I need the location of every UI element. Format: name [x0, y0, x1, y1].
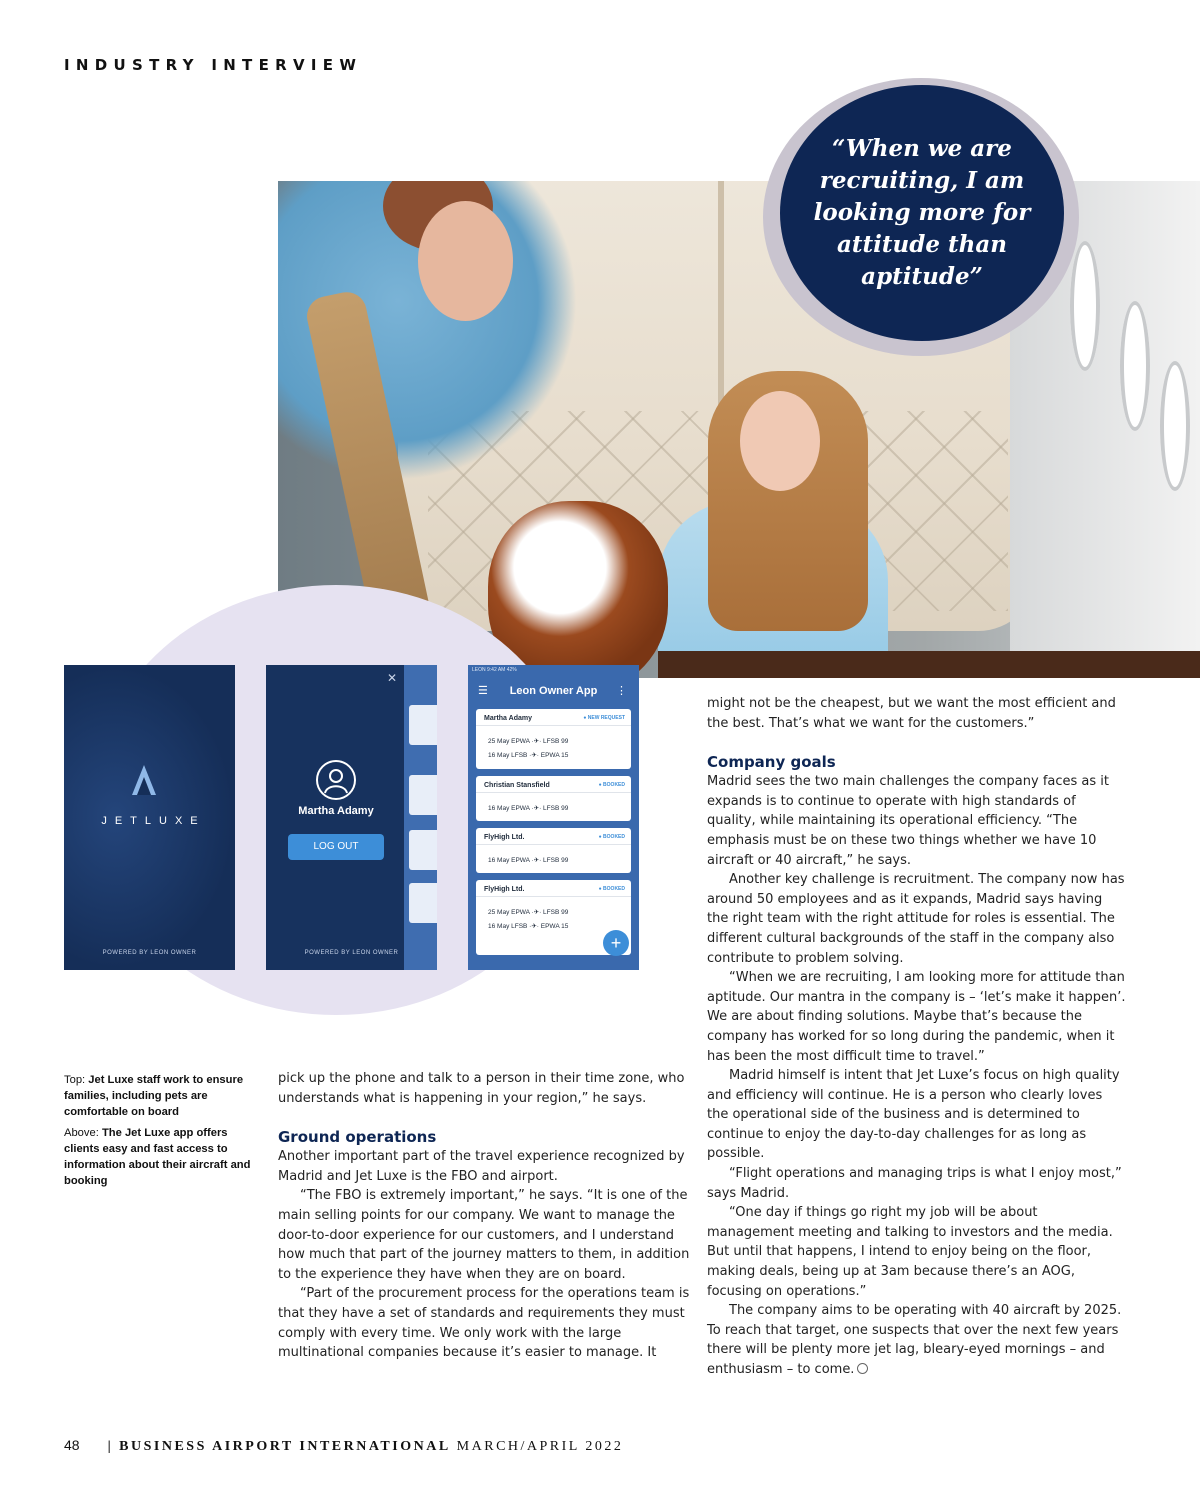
end-mark-icon [857, 1363, 868, 1374]
booking-route: 16 May EPWA ·✈· LFSB 99 [488, 805, 569, 812]
subheading: Company goals [707, 753, 836, 772]
logo-cutout [137, 777, 151, 795]
user-name: Martha Adamy [298, 805, 374, 817]
paragraph: “When we are recruiting, I am looking more for attitude than aptitude. Our mantra in the company is – ‘let’s make it happen’. We are about finding solutions. Maybe that’s because the company has worked for so long during the pandemic, when it has been the most difficult time to travel.” [707, 970, 1126, 1064]
article-column-1 [278, 1069, 690, 1363]
booking-route: 16 May LFSB ·✈· EPWA 15 [488, 752, 569, 759]
caption-text: The Jet Luxe app offers clients easy and fast access to information about their aircraft and booking [64, 1127, 251, 1187]
status-bar: LEON 9:42 AM 42% [472, 667, 517, 673]
girl-face [740, 391, 820, 491]
list-item [409, 705, 437, 745]
paragraph [707, 1301, 1127, 1379]
subheading: Ground operations [278, 1128, 437, 1147]
list-item [409, 883, 437, 923]
list-item [409, 830, 437, 870]
paragraph: “Part of the procurement process for the operations team is that they have a set of standards and requirements they must comply with every time. We only work with the large multinational companies because it’s easier to manage. It [278, 1286, 690, 1361]
photo-caption-top [64, 1072, 254, 1120]
article-column-2 [707, 694, 1127, 1380]
booking-client: FlyHigh Ltd. [484, 834, 525, 841]
cabin-table [658, 651, 1200, 678]
powered-by: POWERED BY LEON OWNER [102, 950, 197, 956]
background-list [404, 665, 437, 970]
avatar [316, 760, 356, 800]
booking-client: FlyHigh Ltd. [484, 886, 525, 893]
list-item [409, 775, 437, 815]
app-menu-screen [266, 665, 437, 970]
divider [476, 792, 631, 793]
booking-client: Christian Stansfield [484, 782, 550, 789]
cabin-window [1070, 241, 1100, 371]
publication-name: | BUSINESS AIRPORT INTERNATIONAL [107, 1439, 451, 1454]
booking-card[interactable] [476, 776, 631, 821]
paragraph: Madrid sees the two main challenges the company faces as it expands is to continue to operate with high standards of quality, while maintaining its operational efficiency. “The emphasis must be on these two things whether we have 10 aircraft or 40 aircraft,” he says. [707, 774, 1110, 868]
booking-route: 16 May EPWA ·✈· LFSB 99 [488, 857, 569, 864]
page-number: 48 [64, 1437, 80, 1453]
photo-caption-above [64, 1125, 254, 1189]
booking-card[interactable] [476, 828, 631, 873]
pull-quote-text: “When we are recruiting, I am looking more for attitude than aptitude” [813, 135, 1031, 290]
menu-icon[interactable]: ☰ [478, 685, 488, 697]
divider [476, 725, 631, 726]
paragraph: Another important part of the travel experience recognized by Madrid and Jet Luxe is the FBO and airport. [278, 1149, 685, 1184]
powered-by: POWERED BY LEON OWNER [304, 950, 399, 956]
pull-quote [780, 85, 1064, 341]
caption-text: Jet Luxe staff work to ensure families, including pets are comfortable on board [64, 1074, 244, 1118]
divider [476, 896, 631, 897]
attendant-face [418, 201, 513, 321]
paragraph: pick up the phone and talk to a person in their time zone, who understands what is happening in your region,” he says. [278, 1071, 685, 1106]
add-booking-button[interactable]: + [603, 930, 629, 956]
booking-route: 16 May LFSB ·✈· EPWA 15 [488, 923, 569, 930]
paragraph: “Flight operations and managing trips is what I enjoy most,” says Madrid. [707, 1166, 1122, 1201]
paragraph: “One day if things go right my job will be about management meeting and talking to investors and the media. But until that happens, I intend to enjoy being on the floor, making deals, being up at 3am because there’s an AOG, focusing on operations.” [707, 1205, 1113, 1299]
status-badge: ● BOOKED [598, 782, 625, 788]
close-icon[interactable]: ✕ [386, 671, 397, 685]
status-badge: ● BOOKED [598, 886, 625, 892]
cabin-window [1160, 361, 1190, 491]
more-icon[interactable]: ⋮ [616, 685, 627, 697]
paragraph: Another key challenge is recruitment. The company now has around 50 employees and as it expands, Madrid says having the right team with the right attitude for roles is essential. The different cultural backgrounds of the staff in the company also contribute to problem solving. [707, 872, 1125, 966]
page-footer [64, 1437, 623, 1455]
status-badge: ● BOOKED [598, 834, 625, 840]
divider [476, 844, 631, 845]
paragraph: “The FBO is extremely important,” he says. “It is one of the main selling points for our company. We want to manage the door-to-door experience for our customers, and I understand how much that part of the journey matters to them, in addition to the experience they have when they are on board. [278, 1188, 690, 1282]
spaniel-dog [488, 501, 668, 678]
app-title: Leon Owner App [509, 685, 598, 697]
booking-route: 25 May EPWA ·✈· LFSB 99 [488, 738, 569, 745]
app-splash-screen [64, 665, 235, 970]
booking-client: Martha Adamy [484, 715, 532, 722]
booking-card[interactable] [476, 709, 631, 769]
paragraph-text: The company aims to be operating with 40 aircraft by 2025. To reach that target, one suspects that over the next few years there will be plenty more jet lag, bleary-eyed mornings – and enthusiasm – to come. [707, 1303, 1122, 1377]
cabin-window [1120, 301, 1150, 431]
caption-prefix: Above: [64, 1127, 102, 1139]
issue-date: MARCH/APRIL 2022 [450, 1439, 624, 1454]
brand-wordmark: JETLUXE [101, 815, 206, 827]
status-badge: ● NEW REQUEST [583, 715, 625, 721]
user-icon [318, 762, 354, 798]
paragraph: might not be the cheapest, but we want the most efficient and the best. That’s what we want for the customers.” [707, 696, 1116, 731]
booking-route: 25 May EPWA ·✈· LFSB 99 [488, 909, 569, 916]
logout-button[interactable]: LOG OUT [288, 834, 384, 860]
paragraph: Madrid himself is intent that Jet Luxe’s focus on high quality and efficiency will continue. He is a person who clearly loves the operational side of the business and is determined to continue to enjoy the day-to-day challenges for as long as possible. [707, 1068, 1120, 1162]
caption-prefix: Top: [64, 1074, 89, 1086]
section-label: INDUSTRY INTERVIEW [64, 56, 363, 74]
app-bookings-screen [468, 665, 639, 970]
